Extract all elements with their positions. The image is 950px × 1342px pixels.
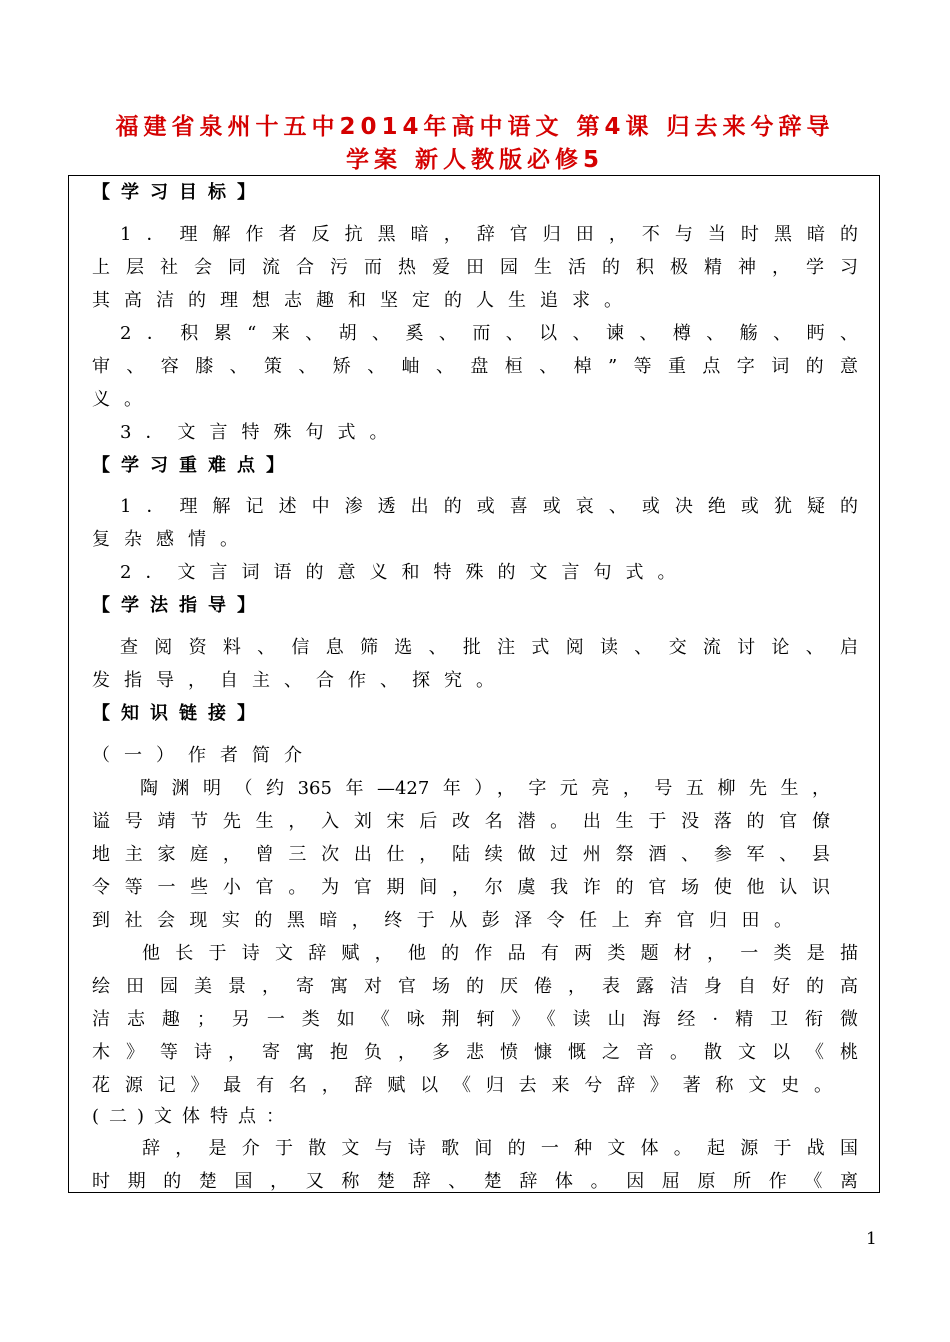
objective-2-line-3: 义。 [92, 389, 156, 410]
author-para-line-1: 陶渊明（约365年—427年），字元亮，号五柳先生， [140, 778, 830, 799]
document-title-line-1: 福建省泉州十五中2014年高中语文 第4课 归去来兮辞导 [115, 114, 835, 140]
objective-1-line-1: 1．理解作者反抗黑暗，辞官归田，不与当时黑暗的 [120, 224, 858, 245]
document-title-line-2: 学案 新人教版必修5 [345, 147, 604, 173]
key-point-2: 2．文言词语的意义和特殊的文言句式。 [120, 562, 690, 583]
genre-para-line-1: 辞，是介于散文与诗歌间的一种文体。起源于战国 [142, 1138, 858, 1159]
objective-1-line-3: 其高洁的理想志趣和坚定的人生追求。 [92, 290, 636, 311]
works-para-line-3: 洁志趣；另一类如《咏荆轲》《读山海经·精卫衔微 [92, 1009, 858, 1030]
key-points-heading: 【学习重难点】 [92, 455, 295, 476]
author-para-line-4: 令等一些小官。为官期间，尔虞我诈的官场使他认识 [92, 877, 830, 898]
works-para-line-2: 绘田园美景，寄寓对官场的厌倦，表露洁身自好的高 [92, 976, 858, 997]
knowledge-link-heading: 【知识链接】 [92, 703, 266, 724]
objective-2-line-2: 审、容膝、策、矫、岫、盘桓、棹”等重点字词的意 [92, 356, 858, 377]
works-para-line-4: 木》等诗，寄寓抱负，多悲愤慷慨之音。散文以《桃 [92, 1042, 858, 1063]
objective-3: 3．文言特殊句式。 [120, 422, 402, 443]
author-intro-heading: （一）作者简介 [92, 745, 316, 766]
objective-2-line-1: 2．积累“来、胡、奚、而、以、谏、樽、觞、眄、 [120, 323, 858, 344]
works-para-line-1: 他长于诗文辞赋，他的作品有两类题材，一类是描 [142, 943, 858, 964]
genre-heading: (二)文体特点： [92, 1106, 295, 1127]
method-heading: 【学法指导】 [92, 595, 266, 616]
objective-1-line-2: 上层社会同流合污而热爱田园生活的积极精神，学习 [92, 257, 858, 278]
method-line-2: 发指导，自主、合作、探究。 [92, 670, 508, 691]
objectives-heading: 【学习目标】 [92, 182, 266, 203]
author-para-line-2: 谥号靖节先生，入刘宋后改名潜。出生于没落的官僚 [92, 811, 830, 832]
page-number: 1 [866, 1229, 877, 1249]
author-para-line-5: 到社会现实的黑暗，终于从彭泽令任上弃官归田。 [92, 910, 792, 931]
works-para-line-5: 花源记》最有名，辞赋以《归去来兮辞》著称文史。 [92, 1075, 832, 1096]
key-point-1-line-1: 1．理解记述中渗透出的或喜或哀、或决绝或犹疑的 [120, 496, 858, 517]
key-point-1-line-2: 复杂感情。 [92, 529, 252, 550]
author-para-line-3: 地主家庭，曾三次出仕，陆续做过州祭酒、参军、县 [92, 844, 830, 865]
genre-para-line-2: 时期的楚国，又称楚辞、楚辞体。因屈原所作《离 [92, 1171, 858, 1192]
method-line-1: 查阅资料、信息筛选、批注式阅读、交流讨论、启 [120, 637, 858, 658]
